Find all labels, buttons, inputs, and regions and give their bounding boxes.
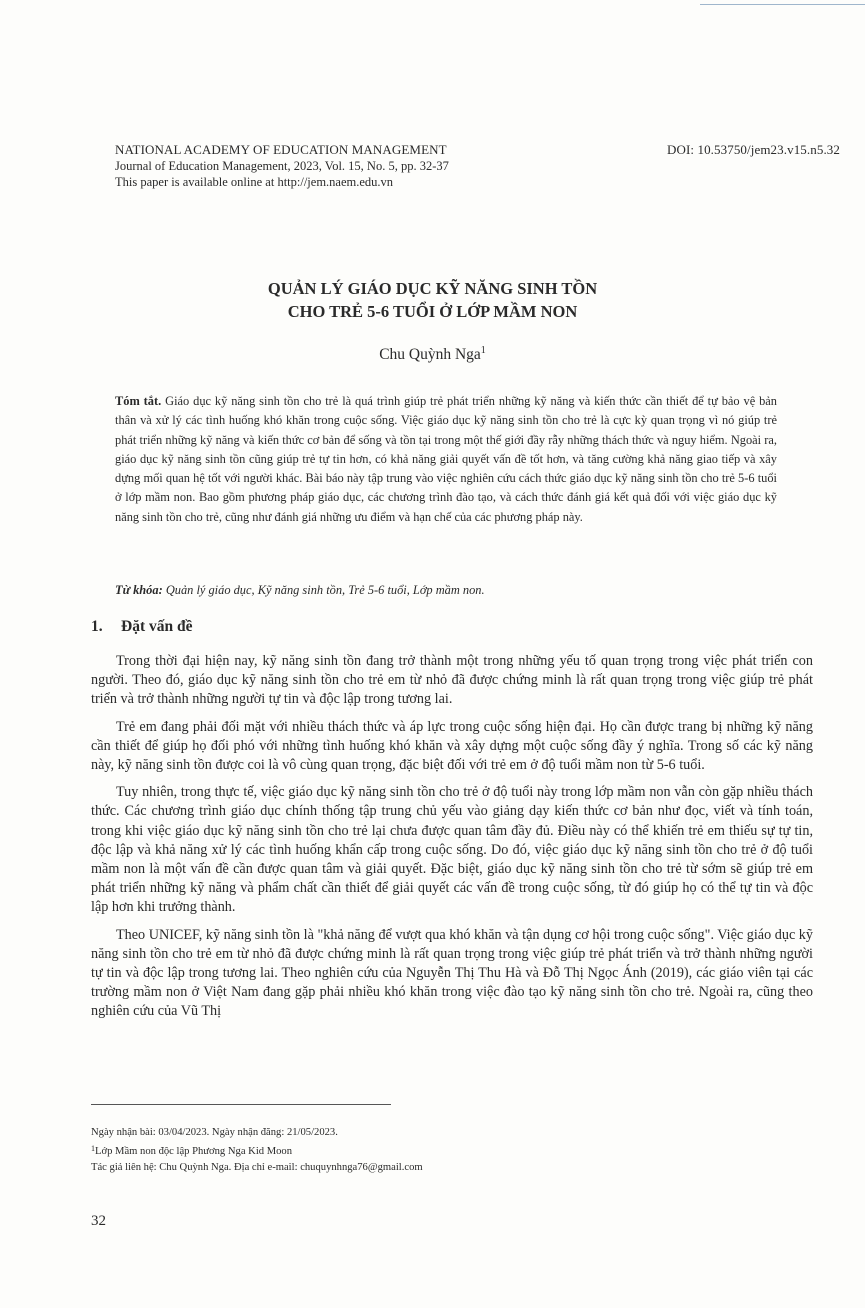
keywords xyxy=(115,583,777,598)
top-edge-rule xyxy=(700,4,865,5)
doi: DOI: 10.53750/jem23.v15.n5.32 xyxy=(667,142,840,157)
paragraph: Trong thời đại hiện nay, kỹ năng sinh tồn đang trở thành một trong những yếu tố quan trọng trong việc phát triển con người. Theo đó, giáo dục kỹ năng sinh tồn cho trẻ em từ nhỏ đã được chứng minh là rất quan trọng trong việc giúp trẻ phát triển và trở thành những người tự tin và độc lập trong tương lai. xyxy=(91,653,813,708)
section-number: 1. xyxy=(91,618,103,635)
header-top-row xyxy=(115,142,840,158)
author-name: Chu Quỳnh Nga xyxy=(379,346,481,363)
author-line xyxy=(0,345,865,364)
footnotes xyxy=(91,1125,791,1176)
footnote-contact xyxy=(91,1160,791,1176)
title-line-1: QUẢN LÝ GIÁO DỤC KỸ NĂNG SINH TỒN xyxy=(267,279,598,298)
author-affiliation-mark: 1 xyxy=(480,345,486,356)
journal-citation: Journal of Education Management, 2023, Vol. 15, No. 5, pp. 32-37 xyxy=(115,159,449,173)
abstract-label: Tóm tắt. xyxy=(115,394,162,408)
section-heading xyxy=(91,618,192,636)
availability-note: This paper is available online at http://jem.naem.edu.vn xyxy=(115,175,394,189)
paragraph: Theo UNICEF, kỹ năng sinh tồn là "khả năng để vượt qua khó khăn và tận dụng cơ hội trong cuộc sống". Việc giáo dục kỹ năng sinh tồn cho trẻ em từ nhỏ đã được chứng minh là rất quan trọng trong việc giúp trẻ phát triển và trở thành những người tự tin và độc lập trong tương lai. Theo nghiên cứu của Nguyễn Thị Thu Hà và Đỗ Thị Ngọc Ánh (2019), các giáo viên tại các trường mầm non ở Việt Nam đang gặp phải nhiều khó khăn trong việc đào tạo kỹ năng sinh tồn cho trẻ. Ngoài ra, cũng theo nghiên cứu của Vũ Thị xyxy=(91,926,813,1020)
paragraph: Tuy nhiên, trong thực tế, việc giáo dục kỹ năng sinh tồn cho trẻ ở độ tuổi này trong lớp mầm non vẫn còn gặp nhiều thách thức. Các chương trình giáo dục chính thống tập trung chủ yếu vào giảng dạy kiến thức cơ bản như đọc, viết và tính toán, trong khi việc giáo dục kỹ năng sinh tồn cho trẻ lại chưa được quan tâm đầy đủ. Điều này có thể khiến trẻ em thiếu sự tự tin, độc lập và khả năng xử lý các tình huống khẩn cấp trong cuộc sống. Do đó, việc giáo dục kỹ năng sinh tồn cho trẻ ở độ tuổi mầm non là một vấn đề cần được quan tâm và giải quyết. Đặc biệt, giáo dục kỹ năng sinh tồn cho trẻ từ sớm sẽ giúp trẻ em phát triển những kỹ năng và phẩm chất cần thiết để giải quyết các vấn đề trong cuộc sống, từ đó giúp họ có thể tự tin và độc lập hơn khi trưởng thành. xyxy=(91,784,813,916)
institution-name: NATIONAL ACADEMY OF EDUCATION MANAGEMENT xyxy=(115,142,447,157)
contact-label: Tác giả liên hệ: Chu Quỳnh Nga. Địa chỉ e-mail: xyxy=(91,1162,298,1173)
page-number: 32 xyxy=(91,1213,106,1229)
footnote-affiliation xyxy=(91,1141,791,1160)
body-text xyxy=(91,652,813,1030)
keywords-text: Quản lý giáo dục, Kỹ năng sinh tồn, Trẻ 5-6 tuổi, Lớp mầm non. xyxy=(165,583,485,597)
section-title: Đặt vấn đề xyxy=(121,618,193,635)
contact-email: chuquynhnga76@gmail.com xyxy=(300,1162,423,1173)
abstract xyxy=(115,392,777,527)
title-line-2: CHO TRẺ 5-6 TUỔI Ở LỚP MẦM NON xyxy=(287,302,578,321)
abstract-text: Giáo dục kỹ năng sinh tồn cho trẻ là quá trình giúp trẻ phát triển những kỹ năng và kiến thức cần thiết để tự bảo vệ bản thân và xử lý các tình huống khó khăn trong cuộc sống. Việc giáo dục kỹ năng sinh tồn cho trẻ là cực kỳ quan trọng vì nó giúp trẻ phát triển những kỹ năng và kiến thức cơ bản để sống và tồn tại trong một thế giới đầy rẫy những thách thức và nguy hiểm. Ngoài ra, giáo dục kỹ năng sinh tồn cũng giúp trẻ tự tin hơn, có khả năng giải quyết vấn đề tốt hơn, và tăng cường khả năng giao tiếp và xây dựng mối quan hệ tốt với người khác. Bài báo này tập trung vào việc nghiên cứu cách thức giáo dục kỹ năng sinh tồn cho trẻ 5-6 tuổi ở lớp mầm non. Bao gồm phương pháp giáo dục, các chương trình đào tạo, và cách thức đánh giá kết quả đối với việc giáo dục kỹ năng sinh tồn cho trẻ, cũng như đánh giá những ưu điểm và hạn chế của các phương pháp này. xyxy=(115,394,777,524)
footnote-affiliation-mark: 1 xyxy=(91,1144,95,1153)
keywords-label: Từ khóa: xyxy=(115,583,163,597)
paragraph: Trẻ em đang phải đối mặt với nhiều thách thức và áp lực trong cuộc sống hiện đại. Họ cần được trang bị những kỹ năng cần thiết để giúp họ đối phó với những tình huống khó khăn và xây dựng một cuộc sống đầy ý nghĩa. Trong số các kỹ năng này, kỹ năng sinh tồn được coi là vô cùng quan trọng, đặc biệt đối với trẻ em ở độ tuổi mầm non từ 5-6 tuổi. xyxy=(91,718,813,774)
footnote-rule xyxy=(91,1104,391,1105)
paper-title xyxy=(0,277,865,323)
footnote-affiliation-text: Lớp Mầm non độc lập Phương Nga Kid Moon xyxy=(95,1146,293,1157)
footnote-dates: Ngày nhận bài: 03/04/2023. Ngày nhận đăng: 21/05/2023. xyxy=(91,1127,338,1138)
journal-header xyxy=(115,142,840,190)
